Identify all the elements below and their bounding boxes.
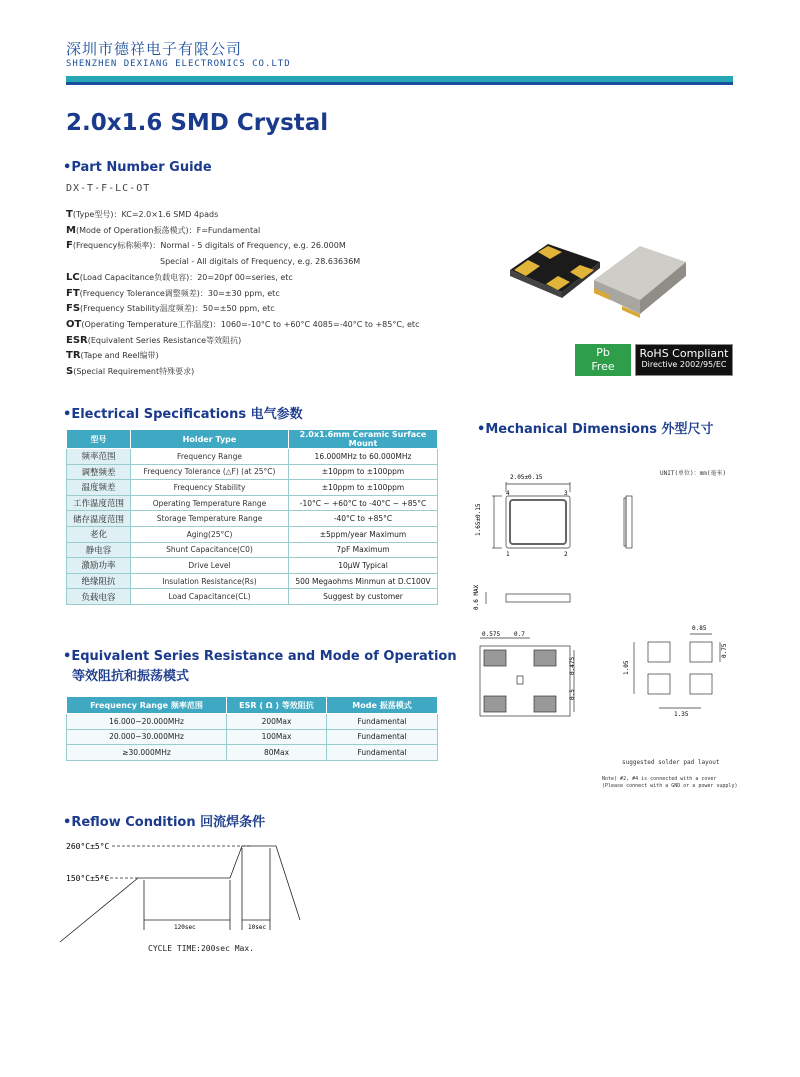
duration-10-label: 10sec [248, 924, 267, 931]
table-cell: 温度频差 [67, 480, 131, 496]
part-guide-key: OT [66, 318, 82, 330]
esr-table [66, 696, 438, 761]
esr-heading-cn: 等效阻抗和振荡模式 [72, 669, 190, 684]
table-cell: Fundamental [327, 729, 438, 745]
table-cell: Insulation Resistance(Rs) [131, 573, 289, 589]
company-name-cn: 深圳市德祥电子有限公司 [66, 40, 243, 58]
table-cell: Fundamental [327, 714, 438, 730]
layout-dim-b: 0.75 [721, 643, 728, 658]
esr-header-freq: Frequency Range 频率范围 [67, 697, 227, 714]
table-cell: 20.000~30.000MHz [67, 729, 227, 745]
pin-4-label: 4 [506, 490, 510, 497]
part-number-code: DX-T-F-LC-OT [66, 183, 151, 194]
table-cell: 80Max [227, 745, 327, 761]
table-row [67, 464, 438, 480]
table-cell: Shunt Capacitance(C0) [131, 542, 289, 558]
table-row [67, 558, 438, 574]
cycle-time-label: CYCLE TIME:200sec Max. [148, 944, 254, 953]
table-cell: 负载电容 [67, 589, 131, 605]
part-guide-line [66, 225, 260, 236]
table-row [67, 511, 438, 527]
table-cell: 激励功率 [67, 558, 131, 574]
mechanical-note-2: (Please connect with a GND or a power supply) [602, 783, 738, 789]
part-guide-text: Special - All digitals of Frequency, e.g. 28.63636M [160, 257, 361, 267]
duration-120-label: 120sec [174, 924, 196, 931]
part-guide-line [66, 288, 280, 299]
solder-layout-caption: suggested solder pad layout [622, 759, 720, 766]
part-guide-text: (Type型号)：KC=2.0×1.6 SMD 4pads [72, 210, 219, 219]
table-row [67, 573, 438, 589]
pad-dim-a: 0.575 [482, 631, 501, 638]
pb-free-badge [575, 344, 631, 376]
table-cell: 100Max [227, 729, 327, 745]
electrical-spec-table [66, 429, 438, 605]
part-guide-text: (Tape and Reel编带) [80, 351, 159, 361]
dim-thickness: 0.6 MAX [473, 584, 480, 610]
table-row [67, 589, 438, 605]
pin-1-label: 1 [506, 551, 510, 558]
part-guide-text: (Operating Temperature工作温度)：1060=-10°C to +60°C 4085=-40°C to +85°C, etc [81, 319, 420, 329]
part-guide-line [66, 240, 346, 251]
table-cell: 7pF Maximum [289, 542, 438, 558]
mechanical-heading: •Mechanical Dimensions 外型尺寸 [477, 422, 714, 437]
table-row [67, 714, 438, 730]
table-cell: ±10ppm to ±100ppm [289, 480, 438, 496]
pad-dim-b: 0.7 [514, 631, 525, 638]
mechanical-drawing [470, 470, 740, 800]
pin-3-label: 3 [564, 490, 568, 497]
table-cell: -10°C ~ +60°C to -40°C ~ +85°C [289, 495, 438, 511]
part-guide-key: S [66, 366, 74, 377]
temp-low-label: 150°C±5°C [66, 874, 110, 883]
free-label: Free [591, 360, 615, 373]
part-guide-line [66, 272, 293, 283]
part-guide-line [66, 335, 241, 346]
table-row [67, 542, 438, 558]
part-guide-line [66, 319, 419, 330]
table-cell: 16.000MHz to 60.000MHz [289, 449, 438, 465]
table-cell: 频率范围 [67, 449, 131, 465]
part-guide-text: (Frequency Tolerance调整频差)：30=±30 ppm, etc [79, 288, 280, 298]
spec-header-holder: Holder Type [131, 430, 289, 449]
spec-header-type: 2.0x1.6mm Ceramic Surface Mount [289, 430, 438, 449]
crystal-bottom-view [510, 244, 600, 298]
electrical-heading: •Electrical Specifications 电气参数 [63, 407, 303, 422]
pin-2-label: 2 [564, 551, 568, 558]
company-name-en: SHENZHEN DEXIANG ELECTRONICS CO.LTD [66, 59, 291, 69]
table-row [67, 745, 438, 761]
table-cell: Fundamental [327, 745, 438, 761]
table-cell: ≥30.000MHz [67, 745, 227, 761]
part-guide-key: M [66, 224, 76, 236]
unit-label: UNIT(单位)：mm(毫米) [660, 470, 727, 477]
reflow-heading: •Reflow Condition 回流焊条件 [63, 815, 266, 830]
table-cell: Frequency Stability [131, 480, 289, 496]
table-cell: 绝缘阻抗 [67, 573, 131, 589]
layout-dim-d: 1.35 [674, 711, 689, 718]
part-guide-key: FS [66, 303, 81, 315]
part-guide-text: (Equivalent Series Resistance等效阻抗) [87, 335, 242, 345]
part-guide-key: F [66, 240, 73, 252]
part-guide-text: (Load Capacitance负载电容)：20=20pf 00=series, etc [79, 272, 293, 282]
table-cell: Aging(25°C) [131, 526, 289, 542]
table-cell: ±5ppm/year Maximum [289, 526, 438, 542]
rohs-title: RoHS Compliant [639, 347, 729, 360]
table-cell: Frequency Tolerance (△F) (at 25°C) [131, 464, 289, 480]
table-cell: 静电容 [67, 542, 131, 558]
table-cell: 16.000~20.000MHz [67, 714, 227, 730]
table-row [67, 526, 438, 542]
table-cell: 200Max [227, 714, 327, 730]
esr-heading: •Equivalent Series Resistance and Mode of Operation [63, 649, 457, 664]
part-guide-text: (Mode of Operation振荡模式)：F=Fundamental [75, 225, 261, 235]
part-guide-line [66, 366, 194, 377]
table-cell: Suggest by customer [289, 589, 438, 605]
crystal-product-image [500, 222, 740, 322]
table-cell: ±10ppm to ±100ppm [289, 464, 438, 480]
table-row [67, 729, 438, 745]
part-guide-text: (Special Requirement特殊要求) [73, 367, 195, 376]
table-row [67, 449, 438, 465]
part-guide-heading: •Part Number Guide [63, 160, 212, 175]
part-guide-line [66, 209, 218, 220]
mechanical-note-1: Note) #2, #4 is connected with a cover [602, 776, 717, 782]
part-guide-key: ESR [66, 334, 88, 346]
table-cell: 调整频差 [67, 464, 131, 480]
page-title: 2.0x1.6 SMD Crystal [66, 110, 329, 136]
pb-label: Pb [596, 346, 610, 359]
table-cell: Frequency Range [131, 449, 289, 465]
part-guide-key: LC [66, 271, 80, 283]
table-cell: Operating Temperature Range [131, 495, 289, 511]
dim-width: 2.05±0.15 [510, 474, 543, 481]
part-guide-line [160, 256, 360, 267]
dim-height: 1.65±0.15 [475, 503, 482, 536]
table-cell: Storage Temperature Range [131, 511, 289, 527]
part-guide-text: (Frequency Stability温度频差)：50=±50 ppm, etc [80, 304, 275, 314]
table-cell: Load Capacitance(CL) [131, 589, 289, 605]
temp-high-label: 260°C±5°C [66, 842, 110, 851]
table-cell: 10μW Typical [289, 558, 438, 574]
layout-dim-c: 1.05 [623, 660, 630, 675]
part-guide-key: FT [66, 287, 80, 299]
crystal-top-view [594, 246, 686, 318]
table-row [67, 495, 438, 511]
table-cell: 工作温度范围 [67, 495, 131, 511]
table-cell: -40°C to +85°C [289, 511, 438, 527]
table-cell: 储存温度范围 [67, 511, 131, 527]
esr-header-esr: ESR ( Ω ) 等效阻抗 [227, 697, 327, 714]
part-guide-key: T [66, 209, 73, 220]
table-cell: 500 Megaohms Minmun at D.C100V [289, 573, 438, 589]
pad-dim-c: 0.5 [569, 689, 576, 700]
layout-dim-a: 0.85 [692, 625, 707, 632]
pad-dim-d: 0.475 [569, 656, 576, 675]
part-guide-key: TR [66, 350, 81, 362]
spec-header-model: 型号 [67, 430, 131, 449]
header-bar-underline [66, 82, 733, 85]
part-guide-line [66, 303, 275, 314]
part-guide-text: (Frequency标称频率)：Normal - 5 digitals of Frequency, e.g. 26.000M [72, 241, 346, 251]
table-cell: Drive Level [131, 558, 289, 574]
reflow-profile-chart [60, 830, 360, 960]
table-row [67, 480, 438, 496]
rohs-directive: Directive 2002/95/EC [641, 360, 727, 369]
esr-header-mode: Mode 振荡模式 [327, 697, 438, 714]
part-guide-line [66, 350, 159, 361]
rohs-badge [635, 344, 733, 376]
table-cell: 老化 [67, 526, 131, 542]
